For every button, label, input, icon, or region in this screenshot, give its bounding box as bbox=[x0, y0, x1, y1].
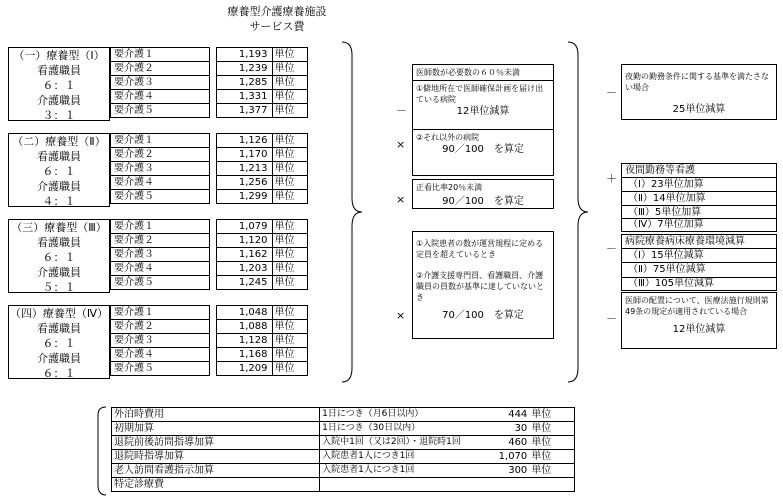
addition-name: 初期加算 bbox=[112, 422, 320, 436]
nurse-label: 看護職員 bbox=[37, 150, 81, 163]
table-row bbox=[111, 162, 210, 176]
staff-shortage-condition: ②介護支援専門員、看護職員、介護職員の員数が基準に達していないとき bbox=[416, 271, 544, 302]
addition-condition: 1日につき（月6日以内） bbox=[320, 408, 477, 422]
care-level: 要介護４ bbox=[111, 90, 210, 104]
unit-label: 単位 bbox=[272, 320, 307, 334]
unit-value: 1,331 bbox=[217, 90, 273, 104]
night-nursing-row: （Ⅰ）23単位加算 bbox=[622, 177, 776, 191]
nurse-ratio-box bbox=[412, 179, 554, 209]
addition-value: 460 bbox=[477, 436, 530, 450]
unit-label: 単位 bbox=[272, 220, 307, 234]
addition-value: 300 bbox=[477, 464, 530, 478]
table-row bbox=[111, 148, 210, 162]
nurse-label: 看護職員 bbox=[37, 236, 81, 249]
addition-unit: 単位 bbox=[529, 464, 574, 478]
table-row bbox=[217, 148, 308, 162]
table-row bbox=[111, 320, 210, 334]
table-row bbox=[112, 408, 575, 422]
care-level: 要介護２ bbox=[111, 148, 210, 162]
right-brace-left bbox=[340, 40, 370, 385]
addition-name: 退院前後訪問指導加算 bbox=[112, 436, 320, 450]
care-level-table bbox=[110, 133, 210, 204]
table-row bbox=[217, 48, 308, 62]
addition-value: 444 bbox=[477, 408, 530, 422]
other-hospital-condition: ②それ以外の病院 bbox=[416, 133, 480, 142]
doctor-placement-result: 12単位減算 bbox=[672, 324, 726, 335]
unit-value: 1,203 bbox=[217, 262, 273, 276]
unit-value: 1,128 bbox=[217, 334, 273, 348]
table-row bbox=[111, 334, 210, 348]
addition-condition: 入院中1回（又は2回）・退院時1回 bbox=[320, 436, 477, 450]
table-row bbox=[111, 104, 210, 118]
unit-label: 単位 bbox=[272, 276, 307, 290]
unit-table bbox=[216, 219, 308, 290]
unit-label: 単位 bbox=[272, 162, 307, 176]
unit-value: 1,079 bbox=[217, 220, 273, 234]
unit-value: 1,126 bbox=[217, 134, 273, 148]
doctor-shortage-box bbox=[412, 64, 554, 176]
unit-value: 1,377 bbox=[217, 104, 273, 118]
group-label bbox=[8, 219, 110, 293]
addition-condition: 入院患者1人につき1回 bbox=[320, 464, 477, 478]
care-level: 要介護１ bbox=[111, 48, 210, 62]
environment-heading: 病院療養病床療養環境減算 bbox=[625, 236, 745, 247]
unit-value: 1,048 bbox=[217, 306, 273, 320]
unit-label: 単位 bbox=[272, 62, 307, 76]
table-row bbox=[111, 190, 210, 204]
table-row bbox=[217, 234, 308, 248]
table-row bbox=[217, 362, 308, 376]
night-nursing-row: （Ⅱ）14単位加算 bbox=[622, 191, 776, 205]
care-level: 要介護３ bbox=[111, 162, 210, 176]
unit-value: 1,120 bbox=[217, 234, 273, 248]
doctor-placement-text: 医師の配置について、医療法施行規則第49条の規定が適用されている場合 bbox=[625, 296, 769, 316]
table-row bbox=[217, 220, 308, 234]
unit-value: 1,209 bbox=[217, 362, 273, 376]
other-hospital-result: 90／100 を算定 bbox=[442, 144, 524, 155]
unit-value: 1,299 bbox=[217, 190, 273, 204]
table-row bbox=[217, 62, 308, 76]
unit-label: 単位 bbox=[272, 234, 307, 248]
care-level: 要介護５ bbox=[111, 190, 210, 204]
title-line1: 療養型介護療養施設 bbox=[227, 5, 327, 18]
table-row bbox=[111, 48, 210, 62]
table-row bbox=[217, 334, 308, 348]
table-row bbox=[217, 348, 308, 362]
unit-label: 単位 bbox=[272, 48, 307, 62]
title-line2: サービス費 bbox=[249, 20, 305, 33]
addition-unit: 単位 bbox=[529, 436, 574, 450]
additions-table bbox=[111, 407, 575, 492]
addition-value: 1,070 bbox=[477, 450, 530, 464]
minus-operator: － bbox=[606, 242, 617, 255]
group-label bbox=[8, 305, 110, 379]
addition-unit: 単位 bbox=[529, 450, 574, 464]
environment-row-3-box bbox=[621, 277, 777, 291]
unit-value: 1,193 bbox=[217, 48, 273, 62]
table-row bbox=[111, 90, 210, 104]
addition-name: 外泊時費用 bbox=[112, 408, 320, 422]
group-label bbox=[8, 133, 110, 207]
page-title bbox=[212, 4, 342, 34]
group-type: （四）療養型（Ⅳ） bbox=[9, 307, 109, 320]
group-type: （三）療養型（Ⅲ） bbox=[11, 221, 107, 234]
table-row bbox=[217, 176, 308, 190]
doctor-placement-box bbox=[621, 292, 777, 349]
unit-value: 1,170 bbox=[217, 148, 273, 162]
table-row bbox=[217, 190, 308, 204]
care-level: 要介護３ bbox=[111, 334, 210, 348]
night-condition-box bbox=[621, 64, 777, 120]
care-ratio: ４：１ bbox=[42, 195, 76, 208]
unit-label: 単位 bbox=[272, 148, 307, 162]
environment-row: （Ⅰ）15単位減算 bbox=[622, 248, 776, 262]
table-row bbox=[111, 306, 210, 320]
table-row bbox=[111, 248, 210, 262]
care-level: 要介護５ bbox=[111, 276, 210, 290]
unit-value: 1,239 bbox=[217, 62, 273, 76]
minus-operator: － bbox=[606, 312, 617, 325]
table-row bbox=[112, 450, 575, 464]
addition-unit: 単位 bbox=[529, 408, 574, 422]
table-row bbox=[111, 76, 210, 90]
night-nursing-row: （Ⅲ）5単位加算 bbox=[622, 205, 776, 219]
unit-table bbox=[216, 47, 308, 118]
night-condition-result: 25単位減算 bbox=[672, 104, 726, 115]
nurse-ratio: ６：１ bbox=[42, 79, 76, 92]
care-label: 介護職員 bbox=[37, 94, 81, 107]
table-row bbox=[217, 276, 308, 290]
care-level: 要介護２ bbox=[111, 62, 210, 76]
care-level: 要介護５ bbox=[111, 362, 210, 376]
unit-value: 1,285 bbox=[217, 76, 273, 90]
environment-row: （Ⅱ）75単位減算 bbox=[622, 262, 776, 276]
care-ratio: ５：１ bbox=[42, 281, 76, 294]
addition-value bbox=[477, 478, 530, 492]
unit-label: 単位 bbox=[272, 90, 307, 104]
unit-label: 単位 bbox=[272, 262, 307, 276]
care-level: 要介護３ bbox=[111, 248, 210, 262]
care-ratio: ６：１ bbox=[42, 367, 76, 380]
unit-label: 単位 bbox=[272, 134, 307, 148]
table-row bbox=[111, 176, 210, 190]
care-level: 要介護５ bbox=[111, 104, 210, 118]
nurse-label: 看護職員 bbox=[37, 322, 81, 335]
care-label: 介護職員 bbox=[37, 180, 81, 193]
addition-value: 30 bbox=[477, 422, 530, 436]
care-ratio: ３：１ bbox=[42, 109, 76, 122]
table-row bbox=[111, 134, 210, 148]
overcapacity-box bbox=[412, 231, 554, 339]
nurse-ratio: ６：１ bbox=[42, 337, 76, 350]
unit-value: 1,213 bbox=[217, 162, 273, 176]
care-level: 要介護３ bbox=[111, 76, 210, 90]
care-level: 要介護４ bbox=[111, 262, 210, 276]
table-row bbox=[217, 76, 308, 90]
addition-condition: 1日につき（30日以内） bbox=[320, 422, 477, 436]
care-level-table bbox=[110, 305, 210, 376]
table-row bbox=[217, 104, 308, 118]
night-condition-text: 夜勤の勤務条件に関する基準を満たさない場合 bbox=[625, 72, 769, 92]
unit-label: 単位 bbox=[272, 334, 307, 348]
unit-table bbox=[216, 133, 308, 204]
times-operator: × bbox=[396, 138, 406, 151]
night-nursing-box bbox=[621, 163, 777, 219]
care-level-table bbox=[110, 219, 210, 290]
doctor-shortage-heading: 医師数が必要数の６０％未満 bbox=[413, 65, 553, 81]
remote-hospital-result: 12単位減算 bbox=[456, 106, 510, 117]
unit-label: 単位 bbox=[272, 248, 307, 262]
addition-name: 特定診療費 bbox=[112, 478, 320, 492]
table-row bbox=[217, 134, 308, 148]
environment-row: （Ⅲ）105単位減算 bbox=[628, 278, 714, 289]
overcapacity-result: 70／100 を算定 bbox=[442, 310, 524, 321]
table-row bbox=[217, 162, 308, 176]
care-label: 介護職員 bbox=[37, 352, 81, 365]
table-row bbox=[217, 320, 308, 334]
care-level: 要介護１ bbox=[111, 134, 210, 148]
overcapacity-condition: ①入院患者の数が運営規程に定める定員を超えているとき bbox=[416, 239, 544, 259]
environment-box bbox=[621, 234, 777, 278]
nurse-label: 看護職員 bbox=[37, 64, 81, 77]
nurse-ratio-result: 90／100 を算定 bbox=[442, 196, 524, 207]
table-row bbox=[111, 348, 210, 362]
unit-label: 単位 bbox=[272, 190, 307, 204]
plus-operator: ＋ bbox=[606, 172, 617, 185]
group-label bbox=[8, 47, 110, 121]
unit-table bbox=[216, 305, 308, 376]
night-nursing-heading: 夜間勤務等看護 bbox=[625, 165, 695, 176]
table-row bbox=[217, 306, 308, 320]
care-level: 要介護１ bbox=[111, 220, 210, 234]
nurse-ratio: ６：１ bbox=[42, 165, 76, 178]
care-level: 要介護２ bbox=[111, 320, 210, 334]
table-row bbox=[217, 262, 308, 276]
times-operator: × bbox=[396, 193, 406, 206]
unit-value: 1,256 bbox=[217, 176, 273, 190]
table-row bbox=[112, 422, 575, 436]
care-level: 要介護４ bbox=[111, 348, 210, 362]
unit-value: 1,162 bbox=[217, 248, 273, 262]
table-row bbox=[111, 276, 210, 290]
table-row bbox=[112, 464, 575, 478]
unit-label: 単位 bbox=[272, 176, 307, 190]
minus-operator: － bbox=[396, 104, 407, 117]
unit-value: 1,168 bbox=[217, 348, 273, 362]
addition-unit bbox=[529, 478, 574, 492]
care-level: 要介護４ bbox=[111, 176, 210, 190]
addition-unit: 単位 bbox=[529, 422, 574, 436]
nurse-ratio: ６：１ bbox=[42, 251, 76, 264]
group-type: （一）療養型（Ⅰ） bbox=[13, 49, 105, 62]
group-type: （二）療養型（Ⅱ） bbox=[12, 135, 106, 148]
left-brace-bottom bbox=[92, 405, 108, 497]
care-label: 介護職員 bbox=[37, 266, 81, 279]
table-row bbox=[112, 478, 575, 492]
table-row bbox=[217, 90, 308, 104]
unit-label: 単位 bbox=[272, 348, 307, 362]
night-nursing-row: （Ⅳ）7単位加算 bbox=[628, 219, 704, 230]
care-level-table bbox=[110, 47, 210, 118]
nurse-ratio-heading: 正看比率20％未満 bbox=[416, 183, 483, 192]
minus-operator: － bbox=[606, 86, 617, 99]
unit-label: 単位 bbox=[272, 362, 307, 376]
unit-value: 1,088 bbox=[217, 320, 273, 334]
table-row bbox=[217, 248, 308, 262]
unit-label: 単位 bbox=[272, 76, 307, 90]
night-nursing-row-4-box bbox=[621, 218, 777, 232]
remote-hospital-condition: ①僻地所在で医師確保計画を届け出ている病院 bbox=[416, 84, 544, 104]
table-row bbox=[112, 436, 575, 450]
table-row bbox=[111, 234, 210, 248]
care-level: 要介護１ bbox=[111, 306, 210, 320]
care-level: 要介護２ bbox=[111, 234, 210, 248]
unit-label: 単位 bbox=[272, 306, 307, 320]
table-row bbox=[111, 220, 210, 234]
table-row bbox=[111, 262, 210, 276]
right-brace-mid bbox=[566, 40, 596, 385]
addition-condition bbox=[320, 478, 477, 492]
unit-label: 単位 bbox=[272, 104, 307, 118]
times-operator: × bbox=[396, 309, 406, 322]
addition-name: 退院時指導加算 bbox=[112, 450, 320, 464]
unit-value: 1,245 bbox=[217, 276, 273, 290]
table-row bbox=[111, 62, 210, 76]
addition-condition: 入院患者1人につき1回 bbox=[320, 450, 477, 464]
addition-name: 老人訪問看護指示加算 bbox=[112, 464, 320, 478]
table-row bbox=[111, 362, 210, 376]
